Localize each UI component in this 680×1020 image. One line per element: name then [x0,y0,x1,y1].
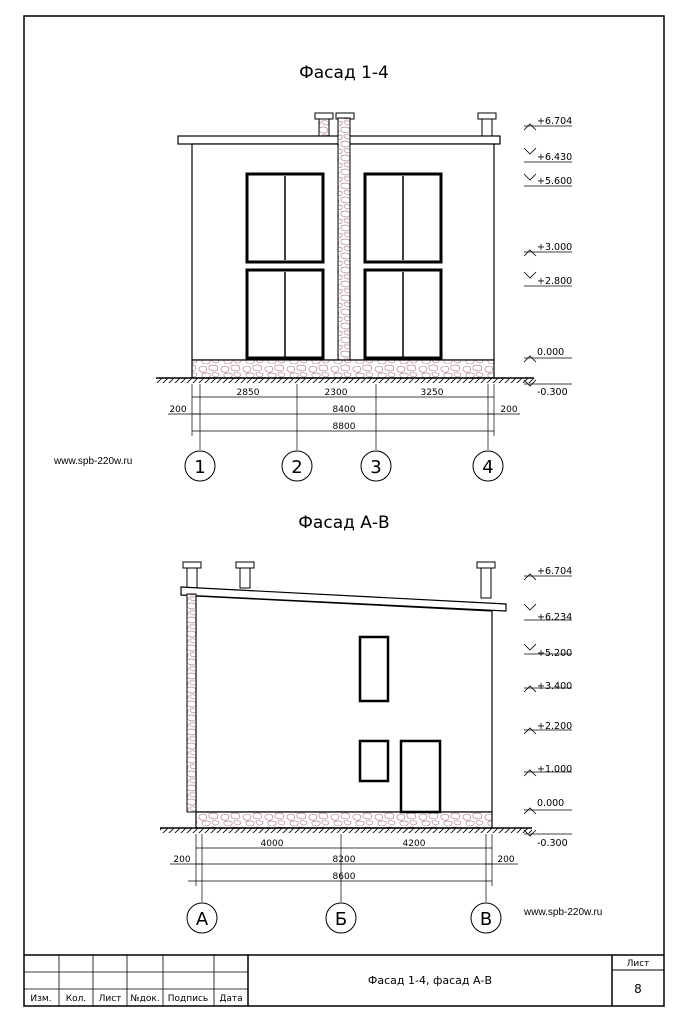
stamp-podpis: Подпись [167,994,209,1004]
sheet-label: Лист [626,959,650,969]
axis-v: В [479,909,493,930]
level2-1000: +1.000 [537,764,573,775]
level-6430: +6.430 [537,152,573,163]
axis-4: 4 [482,457,494,478]
dim-2850: 2850 [236,388,260,398]
window-left-lower [247,270,323,358]
level2-5200: +5.200 [537,648,573,659]
dim-4000: 4000 [260,839,284,849]
level-2800: +2.800 [537,276,573,287]
level-0000: 0.000 [537,347,565,358]
level-minus-0300: -0.300 [537,387,568,398]
axis-bubbles-2 [187,903,501,933]
level2-6704: +6.704 [537,566,573,577]
plinth-2 [196,812,492,828]
level2-2200: +2.200 [537,721,573,732]
wall-2 [196,596,492,812]
sheet-number: 8 [634,982,642,996]
axis-2: 2 [291,457,303,478]
axis-3: 3 [370,457,382,478]
door [401,741,440,812]
window-left-upper [247,174,323,262]
axis-bubbles-1 [185,451,503,481]
plinth [192,360,494,378]
window-small [360,741,388,781]
dim2-200-right: 200 [497,855,515,865]
dim2-200-left: 200 [173,855,191,865]
level2-3400: +3.400 [537,681,573,692]
dim-200-left: 200 [169,405,187,415]
facade1-title: Фасад 1-4 [299,63,389,83]
stamp-ndok: №док. [130,994,160,1004]
watermark-top: www.spb-220w.ru [54,456,133,467]
watermark-bottom: www.spb-220w.ru [524,907,603,918]
stamp-data: Дата [219,994,243,1004]
level2-0000: 0.000 [537,798,565,809]
dimensions-2 [170,834,518,902]
facade-a-v [160,513,602,933]
sheet-title: Фасад 1-4, фасад А-В [367,974,493,987]
dim-3250: 3250 [420,388,444,398]
level2-6234: +6.234 [537,612,573,623]
dim-2300: 2300 [324,388,348,398]
dim-200-right: 200 [500,405,518,415]
stone-pillar [338,118,350,360]
axis-b: Б [334,909,348,930]
level-5600: +5.600 [537,176,573,187]
stamp-kol: Кол. [65,994,87,1004]
level-6704: +6.704 [537,116,573,127]
stamp-izm: Изм. [30,994,52,1004]
dim-4200: 4200 [402,839,426,849]
dim-8800: 8800 [332,422,356,432]
level-marks-2 [524,566,572,849]
axis-1: 1 [194,457,206,478]
stamp-list: Лист [98,994,122,1004]
dim-8600: 8600 [332,872,356,882]
level-3000: +3.000 [537,242,573,253]
facade2-title: Фасад А-В [298,513,390,533]
dim-8400: 8400 [332,405,356,415]
stone-corner [187,594,196,812]
window-right-upper [365,174,441,262]
level-marks-1 [524,116,572,398]
window-right-lower [365,270,441,358]
level2-minus-0300: -0.300 [537,838,568,849]
facade-1-4 [53,63,572,481]
dim-8200: 8200 [332,855,356,865]
window-tall [360,637,388,701]
axis-a: А [195,909,209,930]
